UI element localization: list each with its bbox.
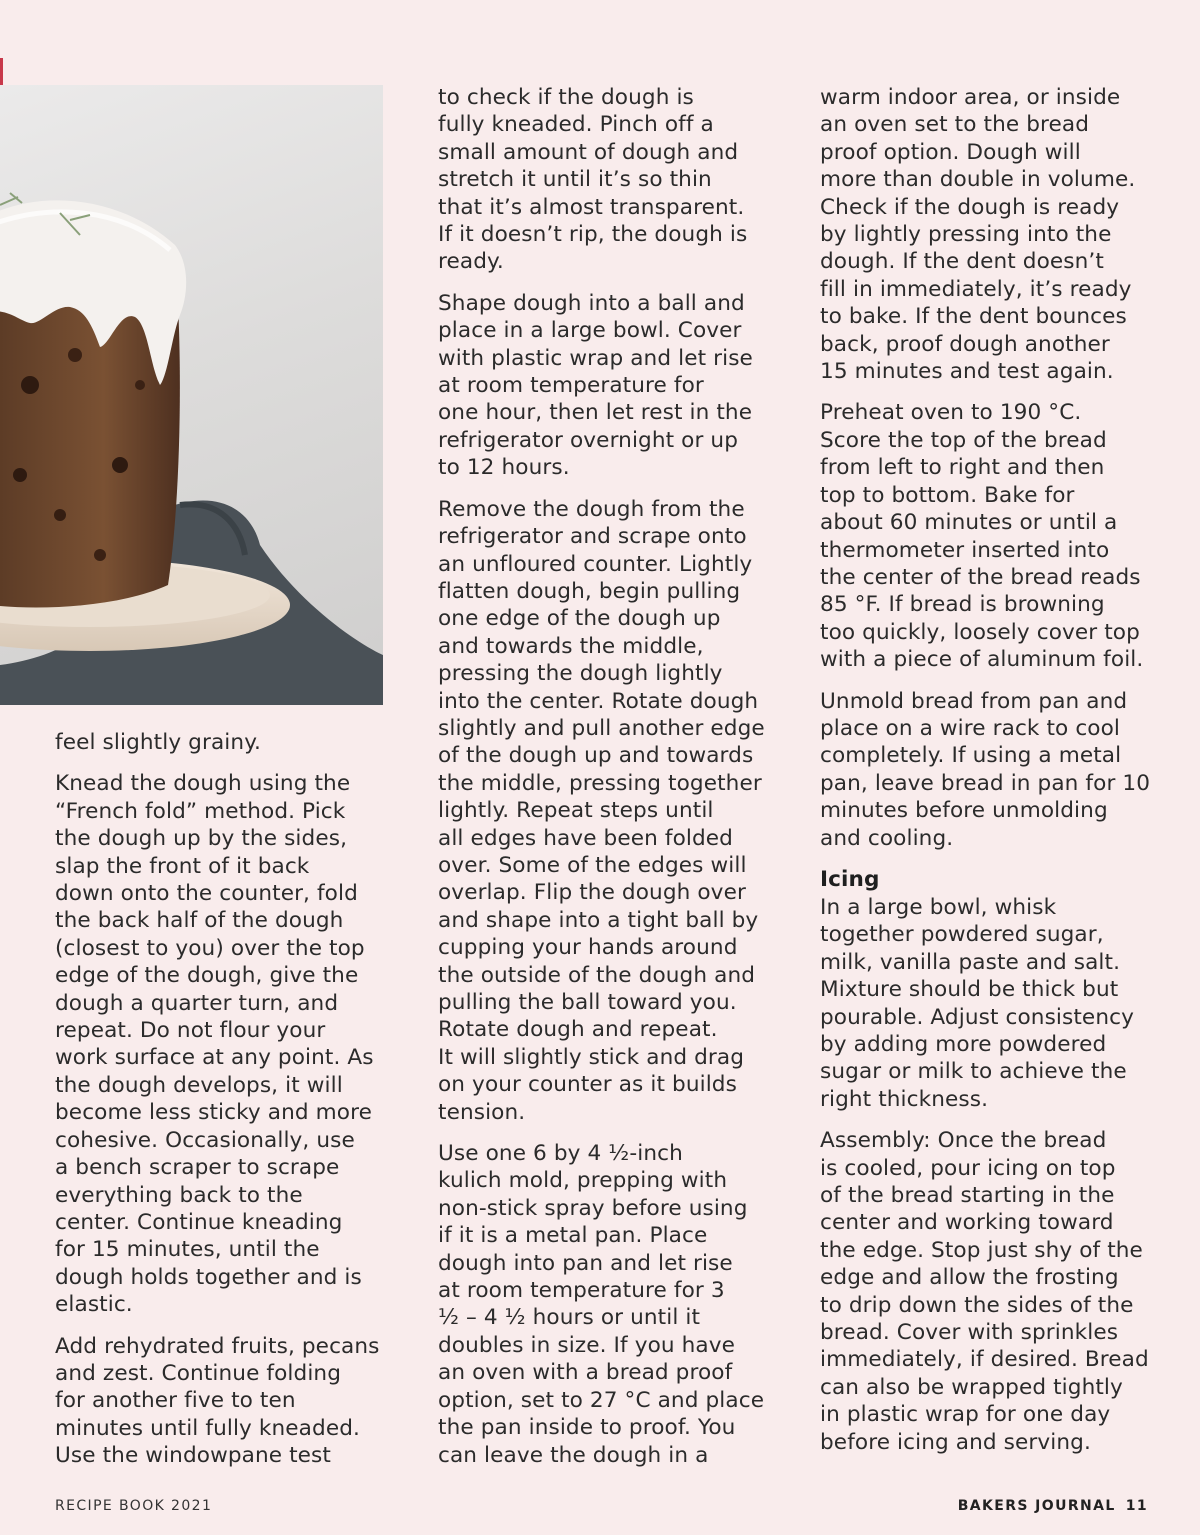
paragraph: Preheat oven to 190 °C. Score the top of the bread from left to right and then top to bottom. Bake for about 60 minutes or until a thermometer inserted into the center of the bread reads 85 °F. If bread is browning too quickly, loosely cover top with a piece of aluminum foil. [820, 400, 1144, 673]
publication-name: BAKERS JOURNAL [957, 1498, 1116, 1514]
paragraph: In a large bowl, whisk together powdered sugar, milk, vanilla paste and salt. Mixture should be thick but pourable. Adjust consistency by adding more powdered sugar or milk to achieve the right thickness. [820, 894, 1134, 1112]
paragraph: Use one 6 by 4 ½-inch kulich mold, prepping with non-stick spray before using if it is a metal pan. Place dough into pan and let rise at room temperature for 3 ½ – 4 ½ hours or until it doubles in size. If you have an oven with a bread proof option, set to 27 °C and place the pan inside to proof. You can leave the dough in a [438, 1141, 765, 1468]
page-number: 11 [1125, 1498, 1148, 1514]
paragraph: Add rehydrated fruits, pecans and zest. Continue folding for another five to ten minutes until fully kneaded. Use the windowpane test [55, 1333, 380, 1469]
paragraph: warm indoor area, or inside an oven set to the bread proof option. Dough will more than double in volume. Check if the dough is ready by lightly pressing into the dough. If the dent doesn’t fill in immediately, it’s ready to bake. If the dent bounces back, proof dough another 15 minutes and test again. [820, 85, 1136, 385]
paragraph: Knead the dough using the “French fold” method. Pick the dough up by the sides, slap the front of it back down onto the counter, fold the back half of the dough (closest to you) over the top edge of the dough, give the dough a quarter turn, and repeat. Do not flour your work surface at any point. As the dough develops, it will become less sticky and more cohesive. Occasionally, use a bench scraper to scrape everything back to the center. Continue kneading for 15 minutes, until the dough holds together and is elastic. [55, 771, 374, 1318]
kulich-illustration [0, 85, 383, 705]
paragraph: Unmold bread from pan and place on a wire rack to cool completely. If using a metal pan, leave bread in pan for 10 minutes before unmolding and cooling. [820, 688, 1151, 851]
fruit-piece [94, 549, 106, 561]
text-column-3 [820, 84, 1160, 1470]
fruit-piece [68, 348, 82, 362]
text-column-2 [438, 84, 778, 1483]
fruit-piece [112, 457, 128, 473]
icing-heading: Icing [820, 866, 880, 892]
paragraph: to check if the dough is fully kneaded. Pinch off a small amount of dough and stretch it until it’s so thin that it’s almost transparent. If it doesn’t rip, the dough is ready. [438, 85, 748, 275]
paragraph: feel slightly grainy. [55, 730, 261, 755]
paragraph: Assembly: Once the bread is cooled, pour icing on top of the bread starting in the center and working toward the edge. Stop just shy of the edge and allow the frosting to drip down the sides of the bread. Cover with sprinkles immediately, if desired. Bread can also be wrapped tightly in plastic wrap for one day before icing and serving. [820, 1128, 1149, 1455]
footer-publication [958, 1498, 1148, 1514]
fruit-piece [135, 380, 145, 390]
fruit-piece [13, 468, 27, 482]
fruit-piece [54, 509, 66, 521]
text-column-1 [55, 729, 385, 1484]
kulich-photo [0, 85, 383, 705]
paragraph: Shape dough into a ball and place in a large bowl. Cover with plastic wrap and let rise at room temperature for one hour, then let rest in the refrigerator overnight or up to 12 hours. [438, 290, 753, 481]
fruit-piece [21, 376, 39, 394]
footer-recipe-book: RECIPE BOOK 2021 [55, 1498, 213, 1514]
paragraph: Remove the dough from the refrigerator and scrape onto an unfloured counter. Lightly flatten dough, begin pulling one edge of the dough up and towards the middle, pressing the dough lightly into the center. Rotate dough slightly and pull another edge of the dough up and towards the middle, pressing together lightly. Repeat steps until all edges have been folded over. Some of the edges will overlap. Flip the dough over and shape into a tight ball by cupping your hands around the outside of the dough and pulling the ball toward you. Rotate dough and repeat. It will slightly stick and drag on your counter as it builds tension. [438, 496, 765, 1125]
